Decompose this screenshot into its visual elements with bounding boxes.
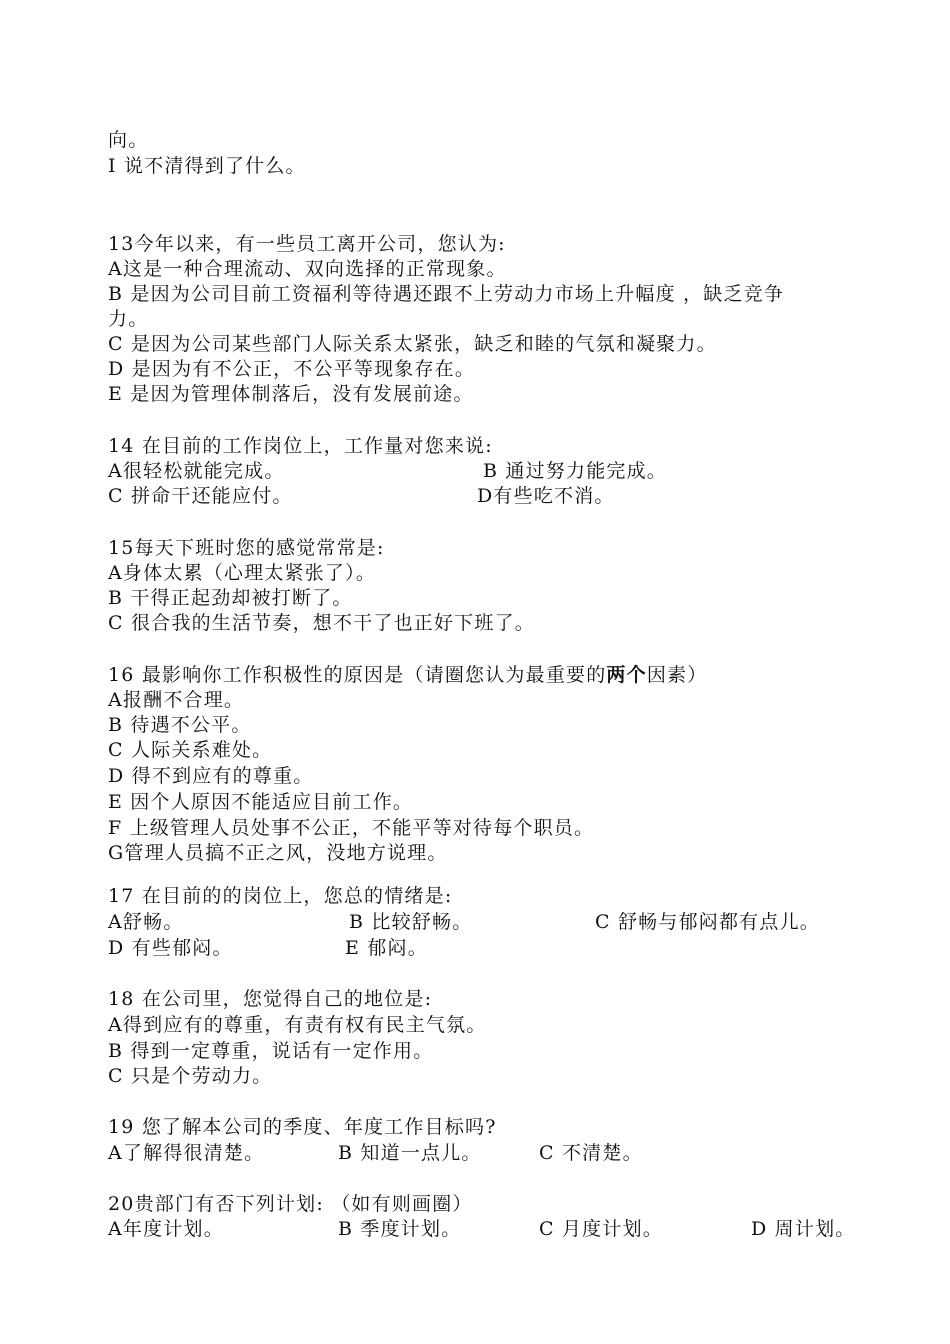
- question-13-option-a: A这是一种合理流动、双向选择的正常现象。: [108, 258, 507, 280]
- question-20-option-a: A年度计划。: [108, 1218, 224, 1240]
- question-20-option-d: D 周计划。: [751, 1218, 856, 1240]
- question-15-option-b: B 干得正起劲却被打断了。: [108, 587, 353, 609]
- question-16-title-emphasis: 两个: [606, 664, 647, 686]
- question-15-option-a: A身体太累（心理太紧张了）。: [108, 562, 377, 584]
- question-15-title: 15每天下班时您的感觉常常是:: [108, 537, 385, 559]
- question-16-option-e: E 因个人原因不能适应目前工作。: [108, 791, 414, 813]
- question-13-option-b-cont: 力。: [108, 308, 149, 330]
- question-13-option-e: E 是因为管理体制落后，没有发展前途。: [108, 383, 474, 405]
- question-14-option-b: B 通过努力能完成。: [483, 460, 668, 482]
- question-14-option-a: A很轻松就能完成。: [108, 460, 285, 482]
- question-13-title: 13今年以来，有一些员工离开公司，您认为:: [108, 233, 506, 255]
- question-14-title: 14 在目前的工作岗位上，工作量对您来说:: [108, 435, 493, 457]
- question-19-option-a: A了解得很清楚。: [108, 1142, 265, 1164]
- question-18-option-b: B 得到一定尊重，说话有一定作用。: [108, 1040, 434, 1062]
- question-16-option-g: G管理人员搞不正之风，没地方说理。: [108, 842, 448, 864]
- question-19-option-b: B 知道一点儿。: [338, 1142, 482, 1164]
- question-17-title: 17 在目前的的岗位上，您总的情绪是:: [108, 885, 453, 907]
- question-15-option-c: C 很合我的生活节奏，想不干了也正好下班了。: [108, 612, 535, 634]
- question-20-title: 20贵部门有否下列计划: （如有则画圈）: [108, 1193, 473, 1215]
- question-19-option-c: C 不清楚。: [539, 1142, 643, 1164]
- question-16-title-pre: 16 最影响你工作积极性的原因是（请圈您认为最重要的: [108, 664, 607, 686]
- question-17-option-a: A舒畅。: [108, 911, 184, 933]
- question-13-option-d: D 是因为有不公正，不公平等现象存在。: [108, 358, 476, 380]
- question-17-option-d: D 有些郁闷。: [108, 937, 233, 959]
- question-13-option-c: C 是因为公司某些部门人际关系太紧张，缺乏和睦的气氛和凝聚力。: [108, 333, 717, 355]
- continued-text: 向。: [108, 129, 149, 151]
- question-18-option-c: C 只是个劳动力。: [108, 1065, 273, 1087]
- question-18-option-a: A得到应有的尊重，有责有权有民主气氛。: [108, 1014, 487, 1036]
- question-13-option-b: B 是因为公司目前工资福利等待遇还跟不上劳动力市场上升幅度 ，缺乏竞争: [108, 283, 785, 305]
- question-16-option-c: C 人际关系难处。: [108, 739, 273, 761]
- question-17-option-b: B 比较舒畅。: [349, 911, 473, 933]
- question-20-option-c: C 月度计划。: [539, 1218, 663, 1240]
- question-16-title-post: 因素）: [646, 664, 708, 686]
- question-17-option-e: E 郁闷。: [345, 937, 428, 959]
- question-18-title: 18 在公司里，您觉得自己的地位是:: [108, 988, 433, 1010]
- question-14-option-c: C 拼命干还能应付。: [108, 485, 293, 507]
- question-16-option-f: F 上级管理人员处事不公正，不能平等对待每个职员。: [108, 817, 595, 839]
- question-16-title: [108, 662, 707, 688]
- question-17-option-c: C 舒畅与郁闷都有点儿。: [595, 911, 820, 933]
- question-16-option-a: A报酬不合理。: [108, 689, 245, 711]
- question-16-option-d: D 得不到应有的尊重。: [108, 765, 314, 787]
- question-14-option-d: D有些吃不消。: [477, 485, 615, 507]
- question-16-option-b: B 待遇不公平。: [108, 714, 252, 736]
- question-19-title: 19 您了解本公司的季度、年度工作目标吗?: [108, 1116, 497, 1138]
- previous-option-i: I 说不清得到了什么。: [108, 155, 306, 177]
- question-20-option-b: B 季度计划。: [338, 1218, 462, 1240]
